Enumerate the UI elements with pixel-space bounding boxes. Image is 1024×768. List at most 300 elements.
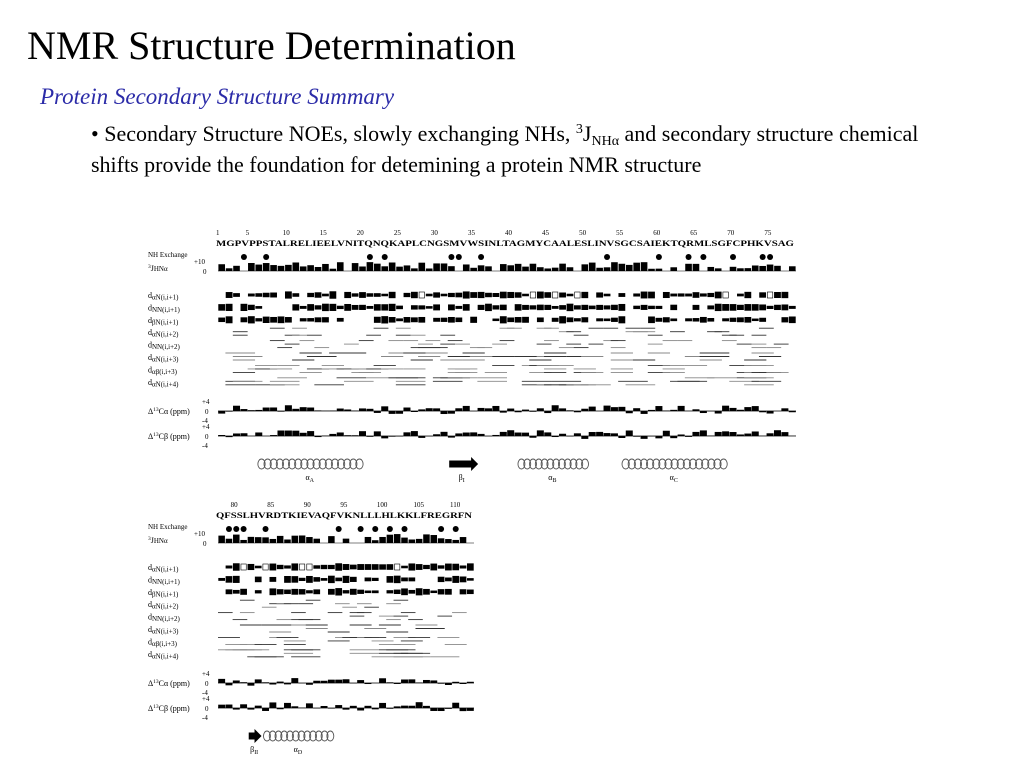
panel2-noe-bar-0 [372, 564, 379, 570]
panel2-nh-exchange-dot [402, 526, 408, 532]
panel2-nh-exchange-dot [387, 526, 393, 532]
panel1-residue-number: 55 [616, 229, 624, 237]
panel1-noe-bar-2 [581, 317, 588, 322]
panel2-noe-bar-1 [284, 576, 291, 583]
panel1-cb-bar [307, 431, 314, 436]
panel1-3jhna-bar [307, 265, 314, 271]
panel2-noe-bar-1 [328, 576, 335, 583]
panel1-3jhna-bar [685, 264, 692, 271]
panel1-3jhna-bar [389, 262, 396, 271]
panel1-noe-bar-1 [722, 304, 729, 311]
panel2-element-sub: D [297, 750, 303, 756]
panel2-cb-bar [226, 705, 233, 708]
panel1-3jhna-bar [530, 264, 537, 271]
panel1-noe-bar-1 [478, 305, 485, 310]
panel2-noe-bar-1 [452, 576, 459, 583]
panel2-ca-bar [445, 683, 452, 685]
panel1-nh-exchange-dot [730, 254, 736, 260]
panel2-3jhna-bar [240, 540, 247, 543]
panel2-label-3jhna-main: J [150, 536, 154, 545]
panel2-label-noe-4-d: d [148, 612, 152, 622]
panel1-nh-exchange-dot [367, 254, 373, 260]
panel1-nh-exchange-dot [686, 254, 692, 260]
panel2-ca-bar [226, 683, 233, 685]
panel2-noe-bar-2 [350, 589, 357, 595]
panel2-noe-bar-1 [270, 577, 277, 582]
panel1-noe-bar-1 [641, 305, 648, 310]
panel1-label-noe-3-d: d [148, 328, 152, 338]
panel2-label-noe-5 [148, 625, 179, 636]
panel1-noe-bar-0 [581, 292, 588, 298]
panel1-cb-bar [589, 432, 596, 436]
panel1-residue-number: 65 [690, 229, 698, 237]
panel1-noe-bar-2 [552, 318, 559, 322]
panel2-noe-bar-2 [408, 590, 415, 594]
panel2-noe-bar-1 [233, 576, 240, 583]
panel2-ca-bar [401, 679, 408, 683]
panel1-3jhna-bar [270, 265, 277, 271]
panel2-noe-bar-0 [284, 565, 291, 568]
panel1-cb-bar [441, 432, 448, 436]
panel1-noe-bar-0 [700, 293, 707, 296]
panel1-cb-bar [730, 432, 737, 436]
panel1-3jhna-bar [544, 268, 551, 271]
panel1-ca-bar [292, 409, 299, 411]
panel1-noe-bar-2 [418, 317, 425, 323]
panel1-cb-bar [233, 433, 240, 436]
panel1-cb-bar [470, 432, 477, 436]
panel1-noe-bar-1 [389, 304, 396, 311]
panel2-cb-bar [350, 706, 357, 708]
panel2-label-plus10: +10 [194, 530, 205, 538]
panel1-noe-box [530, 292, 535, 298]
panel1-cb-bar [374, 431, 381, 436]
panel1-ca-bar [529, 411, 536, 412]
bullet-text-before: Secondary Structure NOEs, slowly exchanging NHs, [104, 121, 571, 146]
panel1-residue-number: 75 [764, 229, 772, 237]
panel2-label-noe-5-d: d [148, 625, 152, 634]
panel1-noe-bar-2 [648, 316, 655, 323]
panel1-noe-bar-2 [411, 317, 418, 322]
panel2-residue-number: 90 [303, 501, 311, 509]
panel1-element-sub: C [673, 478, 678, 484]
panel1-cb-bar [433, 434, 440, 436]
panel1-element-label [305, 473, 314, 484]
panel1-cb-bar [537, 430, 544, 436]
panel2-cb-bar [401, 706, 408, 708]
panel2-noe-bar-2 [284, 590, 291, 595]
panel1-residue-number: 10 [282, 229, 290, 237]
panel1-noe-bar-0 [478, 292, 485, 298]
secondary-structure-diagram [140, 224, 810, 759]
panel1-noe-bar-1 [367, 306, 374, 309]
panel1-strand-arrow [449, 457, 478, 471]
panel2-cb-bar [408, 706, 415, 708]
panel2-ca-bar [379, 678, 386, 683]
panel1-noe-bar-2 [707, 318, 714, 322]
panel2-noe-bar-0 [452, 564, 459, 571]
panel2-noe-bar-0 [423, 565, 430, 569]
panel1-ca-bar [633, 408, 640, 411]
panel1-label-noe-1 [148, 303, 181, 314]
panel1-noe-bar-0 [426, 294, 433, 297]
panel1-noe-bar-1 [433, 304, 440, 310]
panel1-nh-exchange-dot [456, 254, 462, 260]
panel2-nh-exchange-dot [358, 526, 364, 532]
panel1-nh-exchange-dot [478, 254, 484, 260]
panel1-cb-bar [670, 436, 677, 438]
panel1-element-label [548, 473, 556, 484]
panel2-cb-bar [240, 704, 247, 708]
panel1-ca-bar [500, 411, 507, 413]
panel1-residue-number: 70 [727, 229, 735, 237]
panel1-label-noe-3 [148, 328, 179, 339]
panel1-cb-bar [604, 433, 611, 436]
panel1-3jhna-bar [448, 266, 455, 271]
panel1-3jhna-bar [263, 263, 270, 271]
panel1-cb-bar [522, 433, 529, 436]
panel1-ca-bar [389, 411, 396, 414]
panel2-noe-bar-0 [321, 565, 328, 569]
panel1-3jhna-bar [381, 266, 388, 271]
panel1-noe-bar-0 [707, 293, 714, 297]
panel1-residue-number: 35 [467, 229, 475, 237]
panel1-noe-bar-0 [226, 292, 233, 298]
panel2-cb-bar [452, 703, 459, 708]
panel2-label-ca-delta: Δ [148, 679, 154, 688]
panel1-label-cb-delta: Δ [148, 432, 154, 441]
panel2-ca-bar [357, 680, 364, 683]
panel1-cb-bar [685, 436, 692, 437]
panel2-cb-bar [364, 706, 371, 708]
panel1-noe-bar-0 [344, 292, 351, 298]
panel1-noe-bar-1 [737, 305, 744, 310]
panel1-label-3jhna [148, 264, 168, 273]
panel1-label-cb-main: Cβ (ppm) [158, 432, 190, 441]
panel1-noe-bar-0 [544, 292, 551, 298]
j-subscript: NHα [591, 134, 620, 149]
panel2-label-noe-1-d: d [148, 575, 152, 585]
panel1-noe-bar-1 [596, 305, 603, 310]
panel1-nh-exchange-dot [448, 254, 454, 260]
j-superscript: 3 [575, 122, 583, 137]
panel2-cb-bar [460, 708, 467, 711]
panel2-label-noe-7-sub: αN(i,i+4) [152, 652, 179, 661]
panel2-nh-exchange-dot [241, 526, 247, 532]
panel1-noe-bar-2 [700, 317, 707, 323]
panel1-ca-bar [248, 410, 255, 411]
panel2-noe-bar-2 [335, 588, 342, 595]
panel2-3jhna-bar [262, 537, 269, 543]
panel1-noe-bar-1 [411, 305, 418, 309]
panel1-nh-exchange-dot [700, 254, 706, 260]
panel2-cb-bar [277, 708, 284, 709]
panel2-noe-bar-0 [270, 564, 277, 571]
panel1-3jhna-bar [515, 264, 522, 271]
panel2-noe-bar-2 [291, 589, 298, 595]
panel2-noe-bar-0 [350, 565, 357, 570]
panel1-axis-zero: 0 [205, 433, 209, 441]
panel2-noe-bar-2 [299, 589, 306, 594]
panel2-noe-bar-2 [416, 588, 423, 595]
panel2-noe-bar-0 [438, 565, 445, 568]
panel1-axis-plus: +4 [202, 398, 210, 406]
panel1-noe-bar-0 [641, 292, 648, 299]
panel2-noe-bar-2 [226, 589, 233, 594]
panel2-cb-bar [386, 708, 393, 709]
panel1-noe-bar-1 [248, 305, 255, 310]
panel1-cb-bar [574, 433, 581, 436]
j-letter: J [582, 121, 592, 146]
panel1-ca-bar [544, 411, 551, 413]
panel1-residue-number: 1 [216, 229, 220, 237]
panel1-cb-bar [418, 436, 425, 438]
panel1-cb-bar [255, 432, 262, 436]
panel1-ca-bar [366, 409, 373, 411]
panel1-cb-bar [737, 434, 744, 436]
panel1-ca-bar [485, 408, 492, 411]
panel1-noe-bar-1 [633, 306, 640, 309]
panel2-noe-bar-1 [387, 576, 394, 583]
panel2-noe-bar-1 [372, 578, 379, 581]
panel1-noe-bar-0 [470, 292, 477, 298]
panel1-label-noe-7-sub: αN(i,i+4) [152, 380, 179, 389]
panel1-noe-bar-0 [559, 293, 566, 298]
panel1-axis-minus: -4 [202, 442, 208, 450]
panel1-cb-bar [352, 435, 359, 436]
panel1-3jhna-bar [293, 262, 300, 271]
panel1-noe-bar-1 [292, 304, 299, 310]
panel2-3jhna-bar [423, 534, 430, 543]
panel1-noe-bar-0 [329, 291, 336, 298]
panel1-noe-bar-1 [789, 306, 796, 309]
panel1-noe-bar-2 [218, 318, 225, 323]
panel1-noe-bar-0 [381, 294, 388, 297]
panel1-label-cb-sup: 13 [153, 432, 159, 438]
panel1-element-label [670, 473, 678, 484]
panel2-ca-bar [255, 679, 262, 683]
panel2-element-sub: II [254, 750, 259, 756]
panel1-ca-bar [226, 411, 233, 412]
panel1-cb-bar [381, 436, 388, 438]
panel2-noe-bar-2 [372, 590, 379, 593]
panel1-noe-bar-2 [537, 317, 544, 322]
panel2-noe-bar-0 [255, 566, 262, 569]
panel2-label-3jhna-sup: 3 [148, 536, 151, 542]
panel2-cb-bar [255, 706, 262, 708]
panel2-noe-bar-1 [350, 577, 357, 582]
panel2-3jhna-bar [416, 539, 423, 543]
panel1-3jhna-bar [233, 266, 240, 271]
panel1-noe-bar-0 [492, 293, 499, 297]
panel1-cb-bar [774, 430, 781, 436]
panel2-noe-bar-2 [255, 590, 262, 593]
secondary-structure-figure [140, 224, 810, 764]
panel1-3jhna-bar [248, 263, 255, 271]
panel1-cb-bar [722, 431, 729, 436]
panel1-noe-bar-1 [485, 304, 492, 311]
panel2-label-noe-7 [148, 650, 179, 661]
panel1-cb-bar [515, 433, 522, 436]
panel1-element-greek: α [669, 473, 674, 482]
panel2-cb-bar [343, 708, 350, 710]
panel1-cb-bar [544, 432, 551, 436]
panel1-ca-bar [737, 410, 744, 411]
panel1-axis-plus: +4 [202, 423, 210, 431]
slide-title: NMR Structure Determination [27, 23, 516, 68]
panel1-ca-bar [767, 411, 774, 414]
panel1-3jhna-bar [367, 262, 374, 271]
panel1-noe-bar-2 [441, 318, 448, 322]
panel1-label-noe-7-d: d [148, 377, 152, 387]
panel2-noe-bar-0 [401, 566, 408, 569]
panel2-ca-bar [430, 680, 437, 683]
panel1-3jhna-bar [330, 269, 337, 271]
panel1-axis-zero: 0 [205, 408, 209, 416]
panel1-label-noe-0 [148, 291, 179, 302]
panel1-3jhna-bar [767, 265, 774, 271]
panel2-label-cb [148, 704, 190, 713]
panel1-noe-bar-2 [730, 318, 737, 322]
panel2-noe-box [307, 564, 312, 570]
panel2-label-3jhna [148, 536, 168, 545]
panel1-3jhna-bar [648, 269, 655, 271]
panel2-residue-number: 85 [267, 501, 275, 509]
panel2-noe-bar-1 [445, 578, 452, 582]
panel1-noe-bar-0 [463, 291, 470, 298]
panel1-3jhna-bar [359, 266, 366, 271]
panel1-noe-bar-1 [300, 306, 307, 309]
panel1-ca-bar [307, 408, 314, 411]
panel1-cb-bar [781, 432, 788, 436]
panel2-nh-exchange-dot [263, 526, 269, 532]
panel2-noe-bar-1 [467, 578, 474, 581]
panel1-noe-bar-2 [759, 318, 766, 322]
panel1-noe-bar-0 [441, 294, 448, 297]
panel1-noe-bar-0 [285, 291, 292, 298]
panel2-noe-bar-2 [343, 590, 350, 593]
panel1-noe-bar-1 [774, 305, 781, 310]
panel1-cb-bar [240, 433, 247, 436]
panel2-label-noe-0-sub: αN(i,i+1) [152, 565, 179, 574]
panel2-cb-bar [372, 708, 379, 709]
panel1-3jhna-bar [589, 263, 596, 271]
panel2-label-noe-2 [148, 588, 179, 599]
panel1-3jhna-bar [656, 269, 663, 271]
panel1-ca-bar [730, 408, 737, 411]
panel1-ca-bar [515, 411, 522, 412]
panel1-noe-bar-2 [507, 317, 514, 322]
panel1-noe-bar-2 [663, 317, 670, 322]
panel1-noe-bar-1 [730, 304, 737, 311]
panel1-noe-bar-1 [544, 305, 551, 310]
panel1-sequence: MGPVPPSTALRELIEELVNITQNQKAPLCNGSMVWSINLTAGMYCAALESLINVSGCSAIEKTQRMLSGFCPHKVSAG [216, 239, 795, 248]
panel1-noe-bar-1 [344, 304, 351, 311]
panel1-3jhna-bar [611, 262, 618, 271]
panel1-label-noe-4 [148, 341, 181, 352]
panel2-noe-bar-2 [365, 591, 372, 594]
panel1-noe-bar-1 [611, 305, 618, 310]
panel1-ca-bar [759, 411, 766, 412]
panel1-ca-bar [655, 406, 662, 411]
panel2-ca-bar [460, 683, 467, 684]
panel1-ca-bar [411, 411, 418, 412]
panel2-axis-plus: +4 [202, 695, 210, 703]
panel1-noe-bar-2 [241, 317, 248, 322]
panel1-noe-bar-0 [307, 293, 314, 297]
panel1-3jhna-bar [374, 264, 381, 271]
panel1-noe-bar-0 [663, 292, 670, 298]
panel2-noe-bar-2 [438, 589, 445, 594]
panel1-noe-bar-2 [567, 317, 574, 322]
panel2-element-label [250, 745, 258, 756]
panel2-noe-bar-0 [343, 564, 350, 570]
panel2-ca-bar [291, 678, 298, 683]
panel2-3jhna-bar [431, 535, 438, 543]
panel1-cb-bar [455, 433, 462, 436]
panel1-noe-bar-1 [537, 305, 544, 311]
panel1-noe-bar-0 [389, 292, 396, 298]
panel1-noe-bar-2 [404, 317, 411, 323]
panel1-nh-exchange-dot [241, 254, 247, 260]
panel1-noe-box [419, 292, 424, 298]
panel1-ca-bar [315, 410, 322, 411]
panel1-3jhna-bar [559, 264, 566, 271]
panel1-label-noe-3-sub: αN(i,i+2) [152, 330, 179, 339]
panel1-3jhna-bar [470, 268, 477, 271]
panel2-3jhna-bar [248, 537, 255, 543]
panel1-ca-bar [492, 406, 499, 411]
panel2-label-noe-4-sub: NN(i,i+2) [152, 615, 180, 624]
panel1-cb-bar [277, 431, 284, 436]
panel2-element-label [294, 745, 303, 756]
panel2-3jhna-bar [292, 536, 299, 543]
panel1-ca-bar [255, 410, 262, 411]
panel2-residue-number: 80 [230, 501, 238, 509]
panel1-noe-bar-1 [618, 304, 625, 311]
panel1-ca-bar [433, 408, 440, 411]
panel1-cb-bar [329, 434, 336, 436]
panel1-noe-bar-1 [455, 306, 462, 309]
panel1-cb-bar [715, 432, 722, 436]
panel1-cb-bar [337, 432, 344, 436]
panel2-cb-bar [291, 706, 298, 708]
panel1-noe-bar-2 [559, 316, 566, 323]
panel2-3jhna-bar [328, 536, 335, 543]
panel1-label-noe-6-d: d [148, 365, 152, 375]
panel1-noe-bar-0 [596, 292, 603, 297]
panel1-cb-bar [752, 431, 759, 436]
panel1-3jhna-bar [626, 265, 633, 271]
panel2-label-3jhna-sub: HNα [153, 537, 168, 545]
panel1-cb-bar [596, 432, 603, 436]
panel2-noe-bar-2 [423, 589, 430, 595]
panel1-label-cb [148, 432, 190, 441]
panel2-noe-bar-1 [408, 577, 415, 581]
panel2-label-cb-sup: 13 [153, 704, 159, 710]
panel1-3jhna-bar [411, 268, 418, 271]
panel1-nh-exchange-dot [263, 254, 269, 260]
panel2-ca-bar [335, 680, 342, 683]
panel2-noe-bar-0 [379, 564, 386, 569]
panel2-noe-bar-2 [387, 590, 394, 593]
panel1-ca-bar [678, 406, 685, 411]
panel2-nh-exchange-dot [453, 526, 459, 532]
panel2-noe-bar-2 [445, 589, 452, 595]
panel2-ca-bar [233, 680, 240, 683]
panel2-3jhna-bar [445, 539, 452, 543]
panel1-ca-bar [618, 407, 625, 411]
